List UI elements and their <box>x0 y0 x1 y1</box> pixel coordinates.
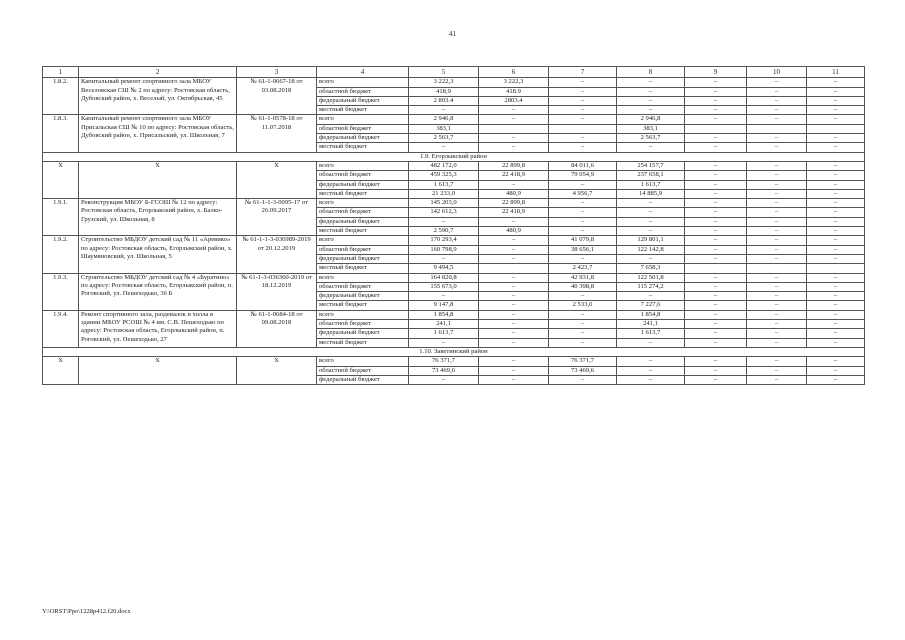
funding-source: областной бюджет <box>317 171 409 180</box>
table-row <box>43 273 865 282</box>
amount-cell: 115 274,2 <box>617 282 685 291</box>
amount-cell: 79 054,9 <box>549 171 617 180</box>
amount-cell: 76 371,7 <box>409 357 479 366</box>
amount-cell: – <box>685 310 747 319</box>
amount-cell: 2 946,8 <box>409 115 479 124</box>
amount-cell: 73 469,6 <box>549 366 617 375</box>
amount-cell: – <box>685 143 747 152</box>
amount-cell: – <box>617 96 685 105</box>
amount-cell: – <box>685 171 747 180</box>
amount-cell: – <box>549 87 617 96</box>
project-name: Капитальный ремонт спортивного зала МБОУ Присальская СШ № 10 по адресу: Ростовская область, Дубовский район, х. Присальский, ул. Школьная, 7 <box>79 115 237 152</box>
amount-cell: – <box>685 217 747 226</box>
amount-cell: – <box>479 245 549 254</box>
amount-cell: – <box>685 115 747 124</box>
funding-source: федеральный бюджет <box>317 180 409 189</box>
funding-source: федеральный бюджет <box>317 134 409 143</box>
amount-cell: 22 418,9 <box>479 208 549 217</box>
amount-cell: – <box>549 310 617 319</box>
project-name: Капитальный ремонт спортивного зала МБОУ Веселовская СШ № 2 по адресу: Ростовская область, Дубовский район, х. Веселый, ул. Октябрьская, 45 <box>79 78 237 115</box>
amount-cell: – <box>617 78 685 87</box>
amount-cell: 7 658,3 <box>617 264 685 273</box>
table-row <box>43 199 865 208</box>
amount-cell: – <box>747 273 807 282</box>
amount-cell: – <box>807 199 865 208</box>
amount-cell: 145 203,0 <box>409 199 479 208</box>
amount-cell: – <box>807 115 865 124</box>
amount-cell: – <box>549 143 617 152</box>
amount-cell: 22 899,8 <box>479 199 549 208</box>
funding-source: всего <box>317 310 409 319</box>
amount-cell: – <box>549 320 617 329</box>
amount-cell: 383,1 <box>617 124 685 133</box>
amount-cell: – <box>685 282 747 291</box>
amount-cell: – <box>549 180 617 189</box>
amount-cell: – <box>747 106 807 115</box>
amount-cell: 459 325,3 <box>409 171 479 180</box>
amount-cell: 482 172,0 <box>409 161 479 170</box>
amount-cell: 3 222,3 <box>409 78 479 87</box>
amount-cell: – <box>617 292 685 301</box>
column-number: 1 <box>43 67 79 78</box>
amount-cell: – <box>617 217 685 226</box>
amount-cell: – <box>747 310 807 319</box>
amount-cell: – <box>807 329 865 338</box>
amount-cell: – <box>807 357 865 366</box>
funding-source: местный бюджет <box>317 189 409 198</box>
amount-cell: – <box>685 245 747 254</box>
item-number: 1.9.1. <box>43 199 79 236</box>
table-row <box>43 236 865 245</box>
column-number-row <box>43 67 865 78</box>
amount-cell: – <box>807 143 865 152</box>
project-name: Х <box>79 161 237 198</box>
amount-cell: – <box>747 217 807 226</box>
amount-cell: 42 931,8 <box>549 273 617 282</box>
amount-cell: – <box>807 310 865 319</box>
amount-cell <box>549 124 617 133</box>
amount-cell: – <box>747 320 807 329</box>
amount-cell: – <box>807 78 865 87</box>
amount-cell: – <box>807 375 865 384</box>
amount-cell: – <box>747 282 807 291</box>
funding-source: местный бюджет <box>317 227 409 236</box>
amount-cell: – <box>747 180 807 189</box>
column-number: 7 <box>549 67 617 78</box>
amount-cell: – <box>747 143 807 152</box>
amount-cell: – <box>685 273 747 282</box>
amount-cell: – <box>807 87 865 96</box>
amount-cell: – <box>747 134 807 143</box>
amount-cell: – <box>747 189 807 198</box>
amount-cell: – <box>479 143 549 152</box>
amount-cell: – <box>479 282 549 291</box>
amount-cell: – <box>807 282 865 291</box>
amount-cell: – <box>479 310 549 319</box>
table-row <box>43 115 865 124</box>
amount-cell: – <box>479 106 549 115</box>
amount-cell: – <box>807 161 865 170</box>
funding-source: областной бюджет <box>317 208 409 217</box>
amount-cell: – <box>747 171 807 180</box>
funding-source: федеральный бюджет <box>317 254 409 263</box>
amount-cell: – <box>807 96 865 105</box>
amount-cell: – <box>807 301 865 310</box>
amount-cell: – <box>685 292 747 301</box>
expertise-reference: № 61-1-3-036360-2019 от 18.12.2019 <box>237 273 317 310</box>
expertise-reference: № 61-1-0667-18 от 03.08.2018 <box>237 78 317 115</box>
project-name: Ремонт спортивного зала, раздевалок и холла в здании МБОУ РСОШ № 4 им. С.В. Пешеходько по адресу: Ростовская область, Егорлыкский район, п. Роговский, ул. Пешеходько, 27 <box>79 310 237 347</box>
column-number: 2 <box>79 67 237 78</box>
project-name: Реконструкция МБОУ Б-ГСОШ № 12 по адресу: Ростовская область, Егорлыкский район, х. Балко-Грузский, ул. Школьная, 8 <box>79 199 237 236</box>
amount-cell: – <box>747 292 807 301</box>
amount-cell: – <box>617 357 685 366</box>
amount-cell: – <box>617 106 685 115</box>
item-number: 1.8.2. <box>43 78 79 115</box>
funding-source: всего <box>317 78 409 87</box>
amount-cell: – <box>685 320 747 329</box>
amount-cell: 38 656,1 <box>549 245 617 254</box>
amount-cell: – <box>617 87 685 96</box>
amount-cell: 241,1 <box>617 320 685 329</box>
amount-cell: 170 293,4 <box>409 236 479 245</box>
amount-cell: – <box>807 338 865 347</box>
table-row <box>43 161 865 170</box>
amount-cell: – <box>617 227 685 236</box>
amount-cell: 2 563,7 <box>617 134 685 143</box>
amount-cell: – <box>807 189 865 198</box>
page-number: 41 <box>449 30 456 38</box>
amount-cell: 164 820,8 <box>409 273 479 282</box>
amount-cell: 3 222,3 <box>479 78 549 87</box>
amount-cell: – <box>807 273 865 282</box>
amount-cell: – <box>617 143 685 152</box>
amount-cell: – <box>685 199 747 208</box>
amount-cell: – <box>807 366 865 375</box>
district-title: 1.10. Заветинский район <box>43 347 865 356</box>
column-number: 6 <box>479 67 549 78</box>
amount-cell: 2803.4 <box>479 96 549 105</box>
amount-cell: – <box>807 171 865 180</box>
amount-cell: 22 899,8 <box>479 161 549 170</box>
amount-cell: – <box>685 78 747 87</box>
funding-source: местный бюджет <box>317 143 409 152</box>
amount-cell: 41 079,8 <box>549 236 617 245</box>
amount-cell: – <box>549 254 617 263</box>
amount-cell: – <box>747 227 807 236</box>
amount-cell: – <box>747 87 807 96</box>
amount-cell: – <box>685 301 747 310</box>
amount-cell: – <box>617 366 685 375</box>
project-name: Строительство МБДОУ детский сад № 11 «Аревико» по адресу: Ростовская область, Егорлыкский район, х. Шаумяновский, ул. Школьная, 5 <box>79 236 237 273</box>
amount-cell: 4 956,7 <box>549 189 617 198</box>
amount-cell: – <box>685 208 747 217</box>
amount-cell: – <box>685 96 747 105</box>
amount-cell: – <box>747 199 807 208</box>
amount-cell: – <box>479 320 549 329</box>
amount-cell: 2 563,7 <box>409 134 479 143</box>
amount-cell: – <box>685 134 747 143</box>
item-number: 1.9.2. <box>43 236 79 273</box>
amount-cell: 160 798,9 <box>409 245 479 254</box>
expertise-reference: Х <box>237 357 317 385</box>
amount-cell: – <box>807 217 865 226</box>
amount-cell: – <box>807 292 865 301</box>
item-number: 1.8.3. <box>43 115 79 152</box>
amount-cell: – <box>479 301 549 310</box>
amount-cell: – <box>479 115 549 124</box>
amount-cell: 22 418,9 <box>479 171 549 180</box>
amount-cell: – <box>549 217 617 226</box>
item-number: Х <box>43 357 79 385</box>
funding-source: всего <box>317 115 409 124</box>
amount-cell: 480,9 <box>479 227 549 236</box>
amount-cell: – <box>685 227 747 236</box>
amount-cell: – <box>617 375 685 384</box>
amount-cell: 122 142,8 <box>617 245 685 254</box>
funding-source: всего <box>317 273 409 282</box>
funding-source: областной бюджет <box>317 124 409 133</box>
funding-source: федеральный бюджет <box>317 329 409 338</box>
funding-source: местный бюджет <box>317 301 409 310</box>
amount-cell: – <box>807 134 865 143</box>
funding-source: всего <box>317 161 409 170</box>
funding-source: областной бюджет <box>317 282 409 291</box>
funding-source: федеральный бюджет <box>317 292 409 301</box>
amount-cell: 40 398,8 <box>549 282 617 291</box>
funding-source: местный бюджет <box>317 338 409 347</box>
amount-cell: 9 494,5 <box>409 264 479 273</box>
amount-cell: 2 423,7 <box>549 264 617 273</box>
amount-cell: 1 613,7 <box>617 180 685 189</box>
amount-cell: – <box>685 254 747 263</box>
funding-source: федеральный бюджет <box>317 375 409 384</box>
funding-source: областной бюджет <box>317 320 409 329</box>
amount-cell: 383,1 <box>409 124 479 133</box>
amount-cell: 155 673,0 <box>409 282 479 291</box>
amount-cell: 129 801,1 <box>617 236 685 245</box>
column-number: 9 <box>685 67 747 78</box>
funding-source: всего <box>317 236 409 245</box>
amount-cell <box>685 124 747 133</box>
amount-cell: – <box>479 357 549 366</box>
amount-cell: – <box>617 338 685 347</box>
amount-cell: – <box>479 254 549 263</box>
item-number: 1.9.4. <box>43 310 79 347</box>
amount-cell: – <box>409 375 479 384</box>
amount-cell: 21 233,0 <box>409 189 479 198</box>
file-path-footer: Y:\ORST\Ppo\1228p412.f20.docx <box>42 608 131 615</box>
amount-cell: – <box>549 96 617 105</box>
amount-cell <box>747 264 807 273</box>
amount-cell: – <box>685 338 747 347</box>
amount-cell: – <box>747 161 807 170</box>
amount-cell: 2 946,8 <box>617 115 685 124</box>
column-number: 3 <box>237 67 317 78</box>
item-number: 1.9.3. <box>43 273 79 310</box>
amount-cell: 2 590,7 <box>409 227 479 236</box>
amount-cell: 14 885,9 <box>617 189 685 198</box>
district-section-row <box>43 152 865 161</box>
amount-cell: – <box>685 375 747 384</box>
amount-cell: – <box>479 338 549 347</box>
amount-cell: – <box>409 217 479 226</box>
amount-cell: – <box>747 366 807 375</box>
amount-cell <box>807 264 865 273</box>
amount-cell: 1 613,7 <box>409 180 479 189</box>
amount-cell: – <box>685 236 747 245</box>
amount-cell: 7 227,6 <box>617 301 685 310</box>
amount-cell: 480,9 <box>479 189 549 198</box>
amount-cell: 418,9 <box>409 87 479 96</box>
amount-cell: – <box>479 292 549 301</box>
amount-cell: – <box>807 208 865 217</box>
amount-cell: – <box>747 254 807 263</box>
funding-source: областной бюджет <box>317 366 409 375</box>
amount-cell: – <box>747 357 807 366</box>
funding-source: областной бюджет <box>317 87 409 96</box>
amount-cell: – <box>685 161 747 170</box>
column-number: 8 <box>617 67 685 78</box>
amount-cell: – <box>685 357 747 366</box>
amount-cell: – <box>479 236 549 245</box>
amount-cell: 122 501,8 <box>617 273 685 282</box>
project-name: Х <box>79 357 237 385</box>
amount-cell: – <box>747 115 807 124</box>
expertise-reference: № 61-1-0578-18 от 11.07.2018 <box>237 115 317 152</box>
amount-cell: – <box>747 245 807 254</box>
amount-cell: 241,1 <box>409 320 479 329</box>
amount-cell: 1 854,8 <box>409 310 479 319</box>
amount-cell: – <box>807 254 865 263</box>
amount-cell: – <box>747 96 807 105</box>
amount-cell: – <box>409 338 479 347</box>
funding-source: федеральный бюджет <box>317 217 409 226</box>
amount-cell: 76 371,7 <box>549 357 617 366</box>
amount-cell: – <box>479 180 549 189</box>
amount-cell: 254 157,7 <box>617 161 685 170</box>
amount-cell: – <box>549 199 617 208</box>
amount-cell: – <box>549 78 617 87</box>
item-number: Х <box>43 161 79 198</box>
amount-cell: – <box>409 292 479 301</box>
expertise-reference: № 61-1-0684-18 от 09.08.2018 <box>237 310 317 347</box>
amount-cell: 142 612,3 <box>409 208 479 217</box>
amount-cell: – <box>685 189 747 198</box>
amount-cell: – <box>685 106 747 115</box>
amount-cell: – <box>409 254 479 263</box>
amount-cell: – <box>685 366 747 375</box>
budget-table <box>42 66 865 385</box>
table-row <box>43 310 865 319</box>
amount-cell: 2 803.4 <box>409 96 479 105</box>
amount-cell: 1 613,7 <box>617 329 685 338</box>
column-number: 11 <box>807 67 865 78</box>
amount-cell: – <box>807 236 865 245</box>
amount-cell <box>685 264 747 273</box>
amount-cell: – <box>549 115 617 124</box>
amount-cell: – <box>479 366 549 375</box>
amount-cell: – <box>549 106 617 115</box>
amount-cell: – <box>807 180 865 189</box>
column-number: 5 <box>409 67 479 78</box>
amount-cell: – <box>549 227 617 236</box>
amount-cell: 418.9 <box>479 87 549 96</box>
district-section-row <box>43 347 865 356</box>
amount-cell: – <box>549 375 617 384</box>
column-number: 10 <box>747 67 807 78</box>
project-name: Строительство МБДОУ детский сад № 4 «Буратино» по адресу: Ростовская область, Егорлыкский район, п. Роговский, ул. Пешеходько, 36 Б <box>79 273 237 310</box>
amount-cell: 1 613,7 <box>409 329 479 338</box>
amount-cell: – <box>549 208 617 217</box>
funding-source: всего <box>317 357 409 366</box>
amount-cell: – <box>617 254 685 263</box>
amount-cell: – <box>685 87 747 96</box>
amount-cell: – <box>617 208 685 217</box>
amount-cell: 9 147,8 <box>409 301 479 310</box>
amount-cell: – <box>747 338 807 347</box>
amount-cell: – <box>807 106 865 115</box>
funding-source: всего <box>317 199 409 208</box>
amount-cell: – <box>747 375 807 384</box>
amount-cell: – <box>479 273 549 282</box>
amount-cell <box>747 124 807 133</box>
amount-cell: – <box>549 292 617 301</box>
expertise-reference: № 61-1-1-3-036989-2019 от 20.12.2019 <box>237 236 317 273</box>
amount-cell <box>479 124 549 133</box>
amount-cell: – <box>807 227 865 236</box>
table-row <box>43 357 865 366</box>
expertise-reference: № 61-1-1-3-0095-17 от 26.09.2017 <box>237 199 317 236</box>
amount-cell: – <box>747 236 807 245</box>
funding-source: областной бюджет <box>317 245 409 254</box>
amount-cell: – <box>617 199 685 208</box>
table-row <box>43 78 865 87</box>
amount-cell: – <box>685 180 747 189</box>
amount-cell: – <box>549 134 617 143</box>
amount-cell: 1 854,8 <box>617 310 685 319</box>
amount-cell: 73 469,6 <box>409 366 479 375</box>
amount-cell <box>807 124 865 133</box>
amount-cell: – <box>479 329 549 338</box>
amount-cell: – <box>549 329 617 338</box>
amount-cell: – <box>747 78 807 87</box>
column-number: 4 <box>317 67 409 78</box>
amount-cell: 84 011,6 <box>549 161 617 170</box>
amount-cell: – <box>685 329 747 338</box>
amount-cell: – <box>549 338 617 347</box>
amount-cell: – <box>479 217 549 226</box>
amount-cell: – <box>409 143 479 152</box>
amount-cell: – <box>479 375 549 384</box>
amount-cell: 2 533,0 <box>549 301 617 310</box>
amount-cell: – <box>747 329 807 338</box>
amount-cell: – <box>807 320 865 329</box>
funding-source: местный бюджет <box>317 106 409 115</box>
amount-cell <box>479 264 549 273</box>
amount-cell: 237 658,1 <box>617 171 685 180</box>
funding-source: местный бюджет <box>317 264 409 273</box>
funding-source: федеральный бюджет <box>317 96 409 105</box>
amount-cell: – <box>747 208 807 217</box>
amount-cell: – <box>409 106 479 115</box>
amount-cell: – <box>807 245 865 254</box>
amount-cell: – <box>747 301 807 310</box>
amount-cell: – <box>479 134 549 143</box>
expertise-reference: Х <box>237 161 317 198</box>
district-title: 1.9. Егорлыкский район <box>43 152 865 161</box>
